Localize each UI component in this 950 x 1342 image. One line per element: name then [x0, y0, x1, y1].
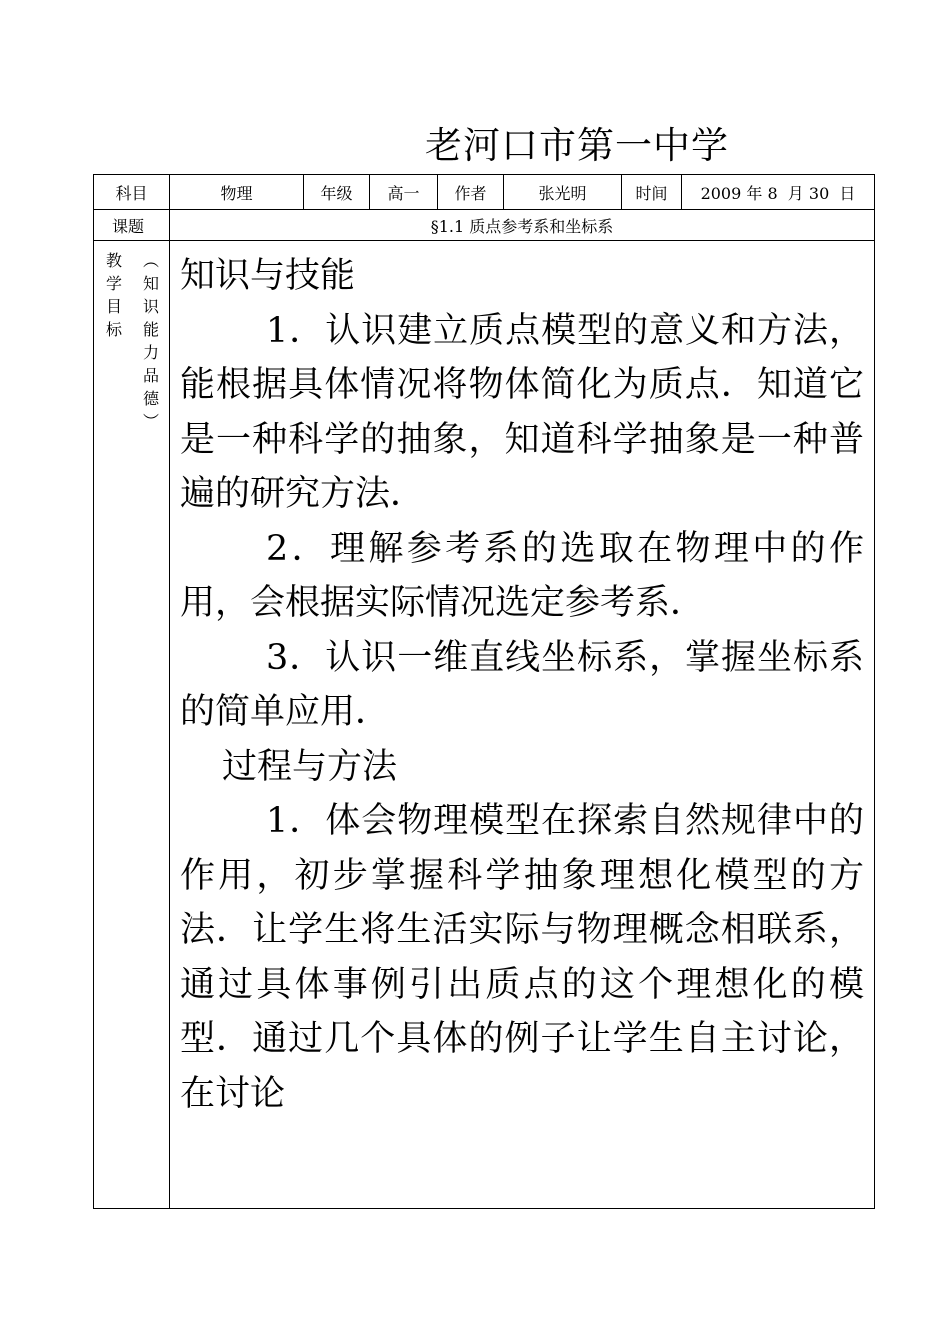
topic-label: 课题 [94, 210, 170, 241]
author-value: 张光明 [504, 175, 622, 210]
topic-value: §1.1 质点参考系和坐标系 [170, 210, 875, 241]
objectives-label-char: 识 [142, 297, 159, 316]
objective-paragraph: 2．理解参考系的选取在物理中的作用，会根据实际情况选定参考系． [180, 528, 864, 623]
objective-paragraph: 1．体会物理模型在探索自然规律中的作用，初步掌握科学抽象理想化模型的方法．让学生将生活实际与物理概念相联系，通过具体事例引出质点的这个理想化的模型．通过几个具体的例子让学生自主讨论，在讨论 [180, 801, 864, 1114]
meta-row [94, 175, 875, 210]
topic-row [94, 210, 875, 241]
objectives-label-char: 品 [142, 366, 159, 385]
objectives-row [94, 241, 875, 1209]
objectives-content [170, 241, 875, 1209]
objective-paragraph: 3．认识一维直线坐标系，掌握坐标系的简单应用． [180, 637, 864, 732]
subject-label: 科目 [94, 175, 170, 210]
objectives-label-char: 学 [105, 274, 122, 293]
objective-paragraph: 1．认识建立质点模型的意义和方法，能根据具体情况将物体简化为质点．知道它是一种科学的抽象，知道科学抽象是一种普遍的研究方法． [180, 310, 864, 514]
author-label: 作者 [438, 175, 504, 210]
objective-heading: 过程与方法 [222, 746, 398, 787]
objectives-label-char: 德 [142, 389, 159, 408]
time-value: 2009 年 8 月 30 日 [682, 175, 875, 210]
objectives-label-char: 目 [105, 297, 122, 316]
objective-heading: 知识与技能 [180, 256, 356, 296]
objectives-label-char: 力 [142, 343, 159, 362]
objectives-label-column-2 [142, 249, 160, 433]
grade-label: 年级 [304, 175, 370, 210]
grade-value: 高一 [370, 175, 438, 210]
objectives-label-char: 标 [105, 320, 122, 339]
objectives-label-column-1 [105, 249, 123, 341]
objectives-label-char: ︶ [142, 412, 159, 431]
time-label: 时间 [622, 175, 682, 210]
objectives-label-char: 教 [105, 251, 122, 270]
objectives-label [94, 241, 170, 1209]
school-name: 老河口市第一中学 [425, 124, 729, 167]
objectives-label-char: 能 [142, 320, 159, 339]
lesson-plan-table [93, 174, 875, 1209]
objectives-text [180, 249, 864, 1121]
objectives-label-char: ︵ [142, 251, 159, 270]
subject-value: 物理 [170, 175, 304, 210]
objectives-label-char: 知 [142, 274, 159, 293]
